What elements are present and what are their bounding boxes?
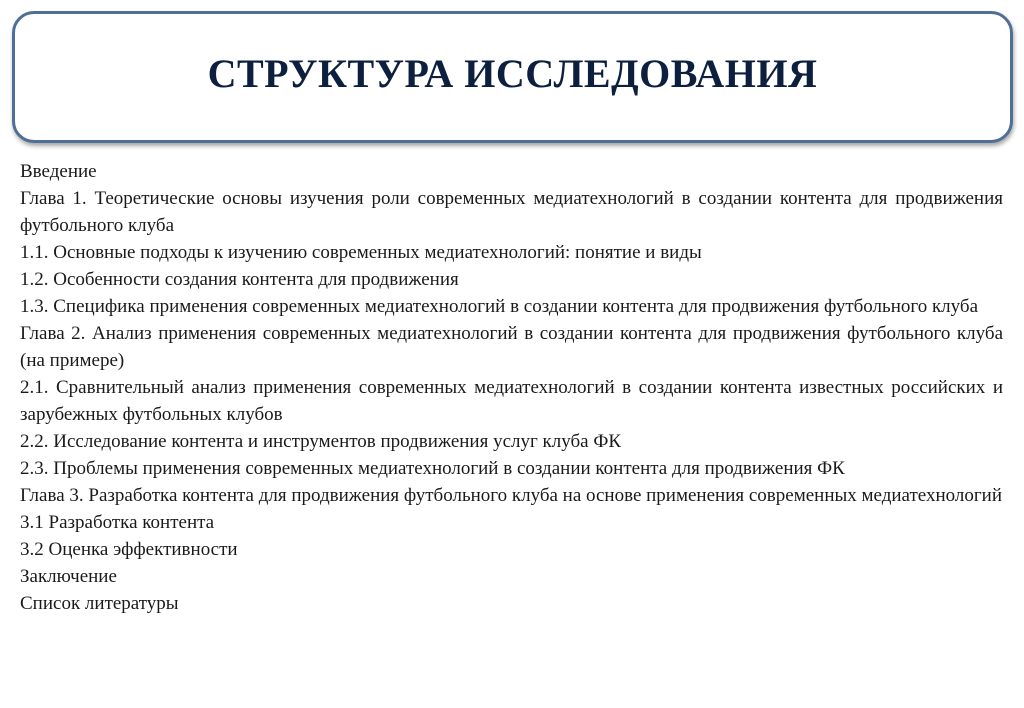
title-box — [12, 11, 1013, 143]
contents-item-3-2: 3.2 Оценка эффективности — [20, 539, 238, 560]
slide-title: СТРУКТУРА ИССЛЕДОВАНИЯ — [207, 51, 818, 96]
contents-item-references: Список литературы — [20, 593, 179, 614]
contents-item-1-1: 1.1. Основные подходы к изучению современных медиатехнологий: понятие и виды — [20, 242, 702, 263]
contents-item-chapter-3: Глава 3. Разработка контента для продвижения футбольного клуба на основе применения современных медиатехнологий — [20, 485, 1002, 506]
contents-item-1-3: 1.3. Специфика применения современных медиатехнологий в создании контента для продвижения футбольного клуба — [20, 296, 979, 317]
contents-item-introduction: Введение — [20, 161, 97, 182]
contents-list — [20, 158, 1003, 617]
contents-item-2-2: 2.2. Исследование контента и инструментов продвижения услуг клуба ФК — [20, 431, 622, 452]
contents-item-3-1: 3.1 Разработка контента — [20, 512, 215, 533]
contents-item-2-1: 2.1. Сравнительный анализ применения современных медиатехнологий в создании контента известных российских и зарубежных футбольных клубов — [20, 377, 1003, 425]
contents-item-1-2: 1.2. Особенности создания контента для продвижения — [20, 269, 459, 290]
contents-item-chapter-2: Глава 2. Анализ применения современных медиатехнологий в создании контента для продвижения футбольного клуба (на примере) — [20, 323, 1003, 371]
contents-item-2-3: 2.3. Проблемы применения современных медиатехнологий в создании контента для продвижения ФК — [20, 458, 845, 479]
contents-item-conclusion: Заключение — [20, 566, 117, 587]
contents-item-chapter-1: Глава 1. Теоретические основы изучения роли современных медиатехнологий в создании контента для продвижения футбольного клуба — [20, 188, 1003, 236]
